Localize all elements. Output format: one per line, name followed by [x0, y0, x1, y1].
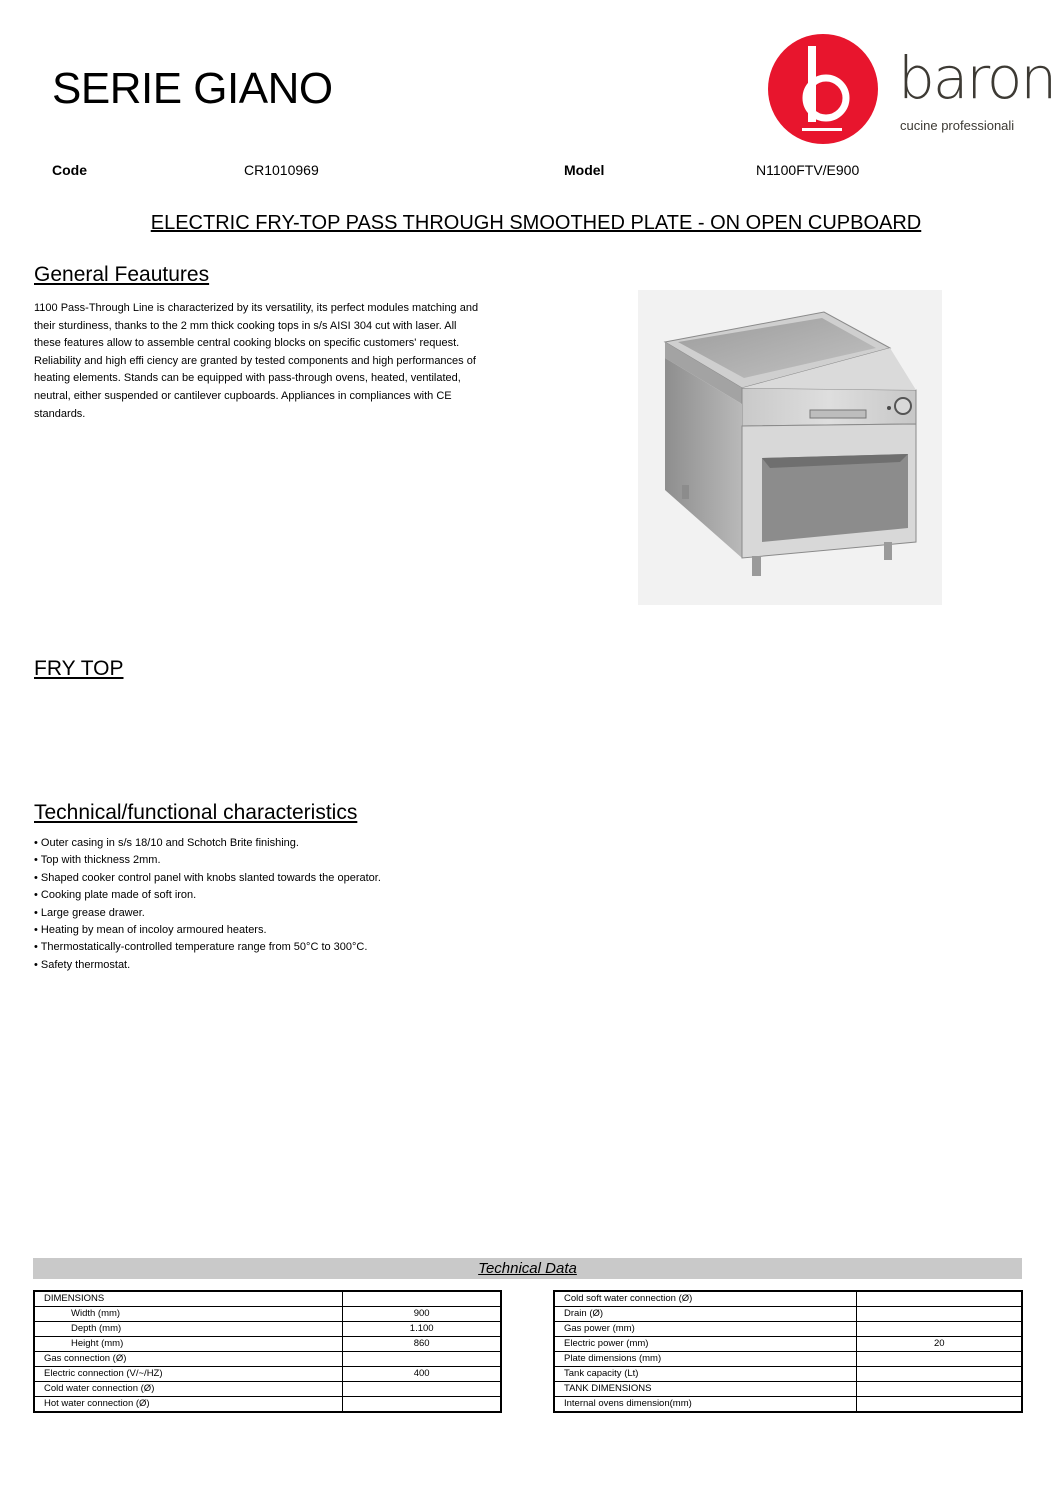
cell-label: Gas connection (Ø) — [34, 1352, 343, 1367]
cell-value — [857, 1397, 1022, 1413]
list-item: • Heating by mean of incoloy armoured heaters. — [34, 924, 267, 937]
paragraph-line: standards. — [34, 407, 86, 420]
cell-label: Width (mm) — [34, 1307, 343, 1322]
paragraph-line: heating elements. Stands can be equipped with pass-through ovens, heated, ventilated, — [34, 372, 461, 385]
list-item: • Cooking plate made of soft iron. — [34, 889, 197, 902]
product-title: ELECTRIC FRY-TOP PASS THROUGH SMOOTHED PLATE - ON OPEN CUPBOARD — [150, 212, 922, 234]
technical-bullet-list — [34, 835, 381, 974]
table-row — [34, 1367, 501, 1382]
logo-b-mark — [768, 34, 878, 144]
cell-label: Cold water connection (Ø) — [34, 1382, 343, 1397]
paragraph-line: their sturdiness, thanks to the 2 mm thick cooking tops in s/s AISI 304 cut with laser. All — [34, 319, 457, 332]
cell-value: 860 — [343, 1337, 501, 1352]
cell-label: Internal ovens dimension(mm) — [554, 1397, 857, 1413]
cell-label: Cold soft water connection (Ø) — [554, 1291, 857, 1307]
cell-value — [857, 1307, 1022, 1322]
list-item: • Safety thermostat. — [34, 958, 131, 971]
cell-value — [343, 1397, 501, 1413]
technical-heading: Technical/functional characteristics — [34, 801, 358, 824]
list-item: • Outer casing in s/s 18/10 and Schotch Brite finishing. — [34, 837, 299, 849]
cell-label: Tank capacity (Lt) — [554, 1367, 857, 1382]
table-row — [554, 1322, 1022, 1337]
table-row — [34, 1397, 501, 1413]
model-value: N1100FTV/E900 — [756, 162, 860, 178]
fry-top-illustration — [638, 290, 942, 605]
cell-value — [857, 1291, 1022, 1307]
table-row — [34, 1322, 501, 1337]
general-features-heading: General Feautures — [34, 263, 210, 286]
cell-label: Gas power (mm) — [554, 1322, 857, 1337]
table-row — [554, 1337, 1022, 1352]
list-item: • Large grease drawer. — [34, 906, 145, 919]
cell-label: Hot water connection (Ø) — [34, 1397, 343, 1413]
table-row — [34, 1291, 501, 1307]
table-row — [554, 1352, 1022, 1367]
cell-value — [343, 1382, 501, 1397]
cell-label: TANK DIMENSIONS — [554, 1382, 857, 1397]
paragraph-line: these features allow to assemble central cooking blocks on specific customers' request. — [34, 337, 460, 350]
table-row — [34, 1382, 501, 1397]
list-item: • Shaped cooker control panel with knobs slanted towards the operator. — [34, 871, 381, 884]
technical-data-table-left — [33, 1290, 502, 1413]
cell-label: Electric power (mm) — [554, 1337, 857, 1352]
paragraph-line: Reliability and high effi ciency are granted by tested components and high performances of — [34, 354, 476, 367]
cell-label: Electric connection (V/~/HZ) — [34, 1367, 343, 1382]
code-label: Code — [52, 162, 87, 178]
technical-data-title: Technical Data — [33, 1258, 1022, 1279]
table-row — [554, 1382, 1022, 1397]
code-value: CR1010969 — [244, 162, 319, 178]
product-image — [638, 290, 942, 605]
cell-value — [343, 1291, 501, 1307]
cell-label: Drain (Ø) — [554, 1307, 857, 1322]
cell-value — [857, 1367, 1022, 1382]
cell-label: Height (mm) — [34, 1337, 343, 1352]
brand-tagline: cucine professionali — [900, 118, 1015, 133]
list-item: • Top with thickness 2mm. — [34, 854, 161, 867]
category-heading: FRY TOP — [34, 657, 124, 680]
series-title: SERIE GIANO — [52, 64, 333, 113]
table-row — [34, 1352, 501, 1367]
table-row — [554, 1367, 1022, 1382]
cell-label: Plate dimensions (mm) — [554, 1352, 857, 1367]
cell-value: 400 — [343, 1367, 501, 1382]
baron-logo — [768, 32, 1056, 142]
cell-label: Depth (mm) — [34, 1322, 343, 1337]
table-row — [34, 1307, 501, 1322]
table-row — [554, 1307, 1022, 1322]
cell-value — [857, 1382, 1022, 1397]
list-item: • Thermostatically-controlled temperature range from 50°C to 300°C. — [34, 941, 368, 954]
cell-value: 20 — [857, 1337, 1022, 1352]
cell-value — [857, 1322, 1022, 1337]
paragraph-line: 1100 Pass-Through Line is characterized by its versatility, its perfect modules matching and — [34, 302, 479, 314]
paragraph-line: neutral, either suspended or cantilever cupboards. Appliances in compliances with CE — [34, 389, 452, 402]
table-row — [554, 1291, 1022, 1307]
brand-name: baron — [898, 44, 1056, 112]
table-row — [34, 1337, 501, 1352]
technical-data-table-right — [553, 1290, 1023, 1413]
cell-value: 900 — [343, 1307, 501, 1322]
cell-value: 1.100 — [343, 1322, 501, 1337]
model-label: Model — [564, 162, 605, 178]
table-row — [554, 1397, 1022, 1413]
cell-label: DIMENSIONS — [34, 1291, 343, 1307]
general-features-text — [34, 300, 514, 423]
cell-value — [857, 1352, 1022, 1367]
cell-value — [343, 1352, 501, 1367]
